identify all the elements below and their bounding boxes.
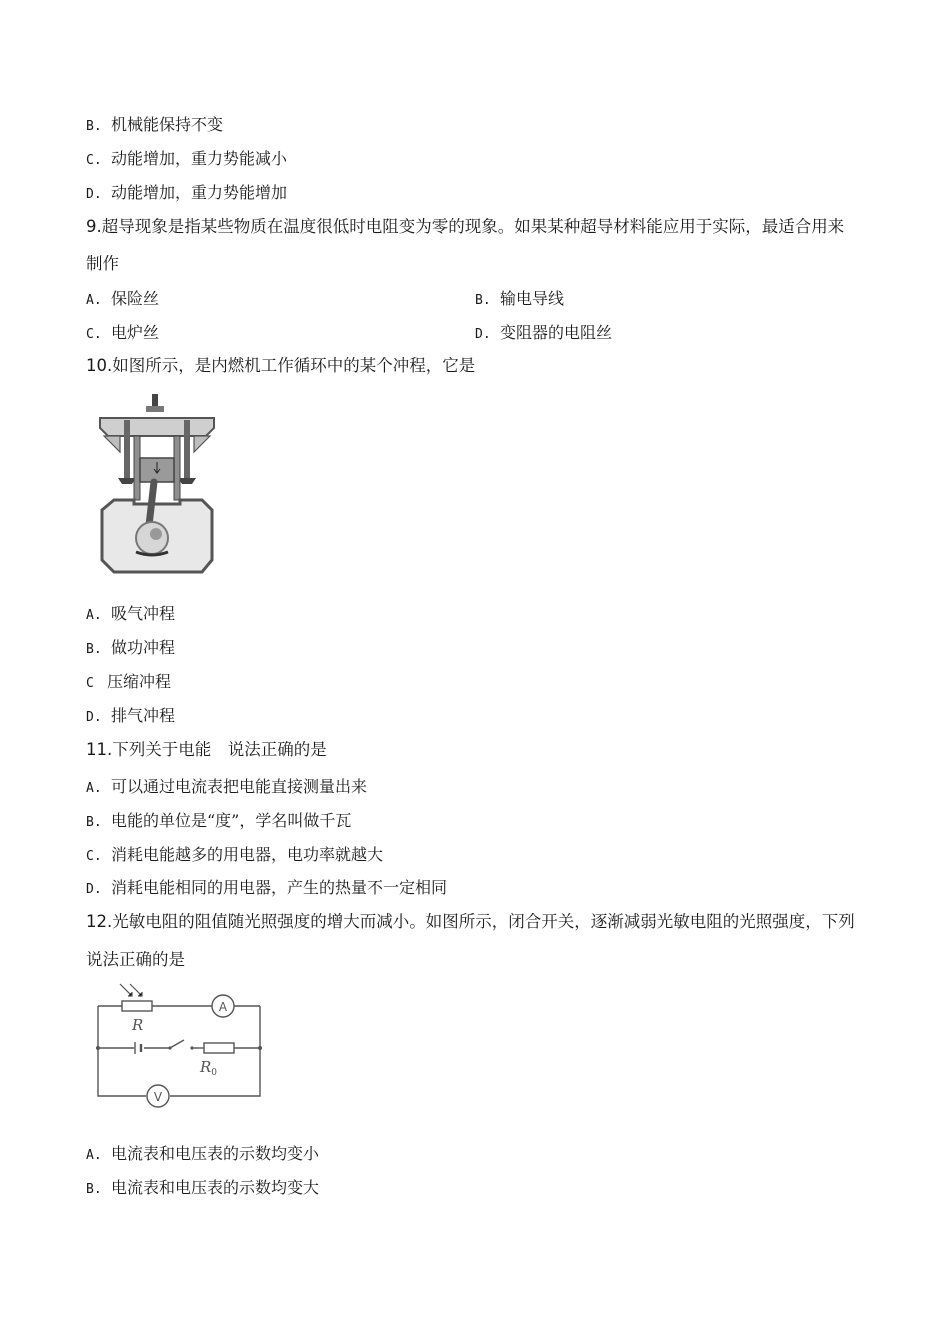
- light-arrows-icon: [120, 984, 142, 996]
- cylinder-head: [100, 418, 214, 436]
- q12-option-a: A. 电流表和电压表的示数均变小: [86, 1144, 320, 1163]
- q9-option-c: C. 电炉丝: [86, 323, 160, 342]
- ammeter-label: A: [218, 1000, 228, 1014]
- q8-option-c: C. 动能增加，重力势能减小: [86, 149, 288, 168]
- q9-stem: 9.超导现象是指某些物质在温度很低时电阻变为零的现象。如果某种超导材料能应用于实际，最适合用来: [86, 217, 845, 236]
- q10-option-b: B. 做功冲程: [86, 638, 176, 657]
- q12-option-b: B. 电流表和电压表的示数均变大: [86, 1178, 320, 1197]
- exhaust-valve: [184, 420, 190, 478]
- q11-option-d: D. 消耗电能相同的用电器，产生的热量不一定相同: [86, 878, 448, 897]
- q11-option-b: B. 电能的单位是“度”，学名叫做千瓦: [86, 811, 352, 830]
- spark-plug: [152, 394, 158, 408]
- q12-stem-line2: 说法正确的是: [86, 950, 185, 969]
- q10-stem: 10.如图所示，是内燃机工作循环中的某个冲程，它是: [86, 356, 476, 375]
- circuit-diagram: [88, 980, 270, 1112]
- q10-option-d: D. 排气冲程: [86, 706, 176, 725]
- photoresistor: [122, 1001, 152, 1011]
- q9-option-b: B. 输电导线: [475, 289, 565, 308]
- voltmeter-label: V: [153, 1090, 163, 1104]
- r0-label: $R_0$: [200, 1058, 218, 1078]
- r-label: R: [132, 1016, 144, 1034]
- q10-option-a: A. 吸气冲程: [86, 604, 176, 623]
- switch: [168, 1046, 171, 1049]
- q12-stem: 12.光敏电阻的阻值随光照强度的增大而减小。如图所示，闭合开关，逐渐减弱光敏电阻的光照强度，下列: [86, 912, 855, 931]
- q11-option-a: A. 可以通过电流表把电能直接测量出来: [86, 777, 368, 796]
- q11-option-c: C. 消耗电能越多的用电器，电功率就越大: [86, 845, 384, 864]
- q10-option-c: C 压缩冲程: [86, 672, 172, 691]
- engine-diagram: [94, 392, 224, 578]
- q9-stem-line2: 制作: [86, 254, 119, 273]
- q9-option-d: D. 变阻器的电阻丝: [475, 323, 613, 342]
- q9-option-a: A. 保险丝: [86, 289, 160, 308]
- q8-option-b: B. 机械能保持不变: [86, 115, 224, 134]
- intake-valve: [124, 420, 130, 478]
- resistor-r0: [204, 1043, 234, 1053]
- q8-option-d: D. 动能增加，重力势能增加: [86, 183, 288, 202]
- q11-stem: 11.下列关于电能 说法正确的是: [86, 740, 327, 759]
